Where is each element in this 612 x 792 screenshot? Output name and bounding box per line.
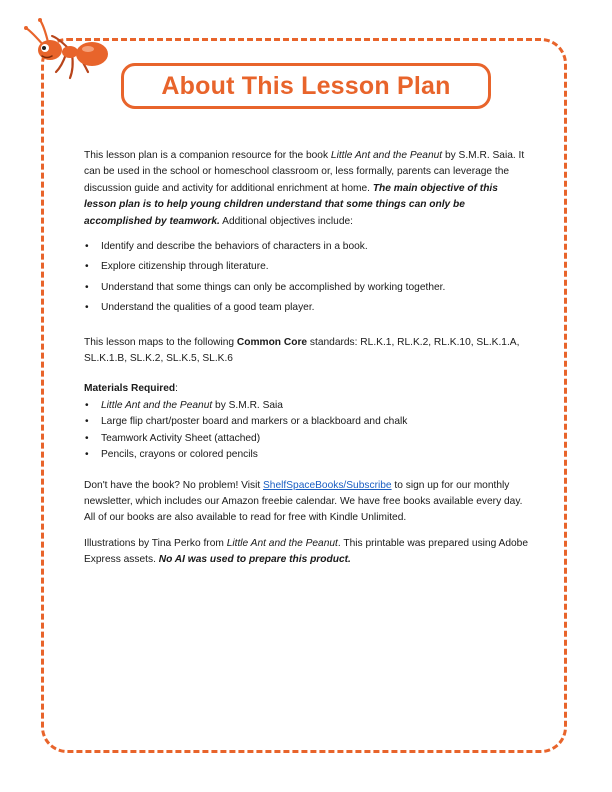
page-title: About This Lesson Plan	[161, 71, 451, 100]
credits-paragraph: Illustrations by Tina Perko from Little Ant and the Peanut. This printable was prepared using Adobe Express assets. No AI was used to prepare this product.	[84, 537, 528, 566]
materials-heading: Materials Required:	[84, 383, 178, 395]
objectives-list	[84, 239, 528, 317]
standards-paragraph: This lesson maps to the following Common Core standards: RL.K.1, RL.K.2, RL.K.10, SL.K.1.A, SL.K.1.B, SL.K.2, SL.K.5, SL.K.6	[84, 336, 520, 365]
list-item: • Pencils, crayons or colored pencils	[84, 447, 528, 463]
list-item: • Explore citizenship through literature.	[84, 259, 528, 275]
main-objective: The main objective of this lesson plan is to help young children understand that some things can only be accomplished by teamwork.	[84, 182, 498, 227]
title-box	[121, 63, 491, 109]
list-item: • Teamwork Activity Sheet (attached)	[84, 431, 528, 447]
list-item: • Identify and describe the behaviors of characters in a book.	[84, 239, 528, 255]
list-item: • Understand the qualities of a good team player.	[84, 300, 528, 316]
list-item: • Large flip chart/poster board and markers or a blackboard and chalk	[84, 414, 528, 430]
intro-paragraph: This lesson plan is a companion resource for the book Little Ant and the Peanut by S.M.R. Saia. It can be used in the school or homeschool classroom or, less formally, parents can leverage the discussion guide and activity for additional enrichment at home. The main objective of this lesson plan is to help young children understand that some things can only be accomplished by teamwork. Additional objectives include:	[84, 150, 525, 227]
content	[84, 148, 528, 569]
ant-icon	[22, 14, 112, 84]
subscribe-link[interactable]: ShelfSpaceBooks/Subscribe	[263, 479, 392, 491]
list-item: • Little Ant and the Peanut by S.M.R. Saia	[84, 398, 528, 414]
materials-list	[84, 398, 528, 464]
book-title: Little Ant and the Peanut	[330, 150, 443, 161]
book-offer-paragraph: Don't have the book? No problem! Visit ShelfSpaceBooks/Subscribe to sign up for our monthly newsletter, which includes our Amazon freebie calendar. We have free books available every day. All of our books are also available to read for free with Kindle Unlimited.	[84, 479, 523, 524]
list-item: • Understand that some things can only be accomplished by working together.	[84, 280, 528, 296]
